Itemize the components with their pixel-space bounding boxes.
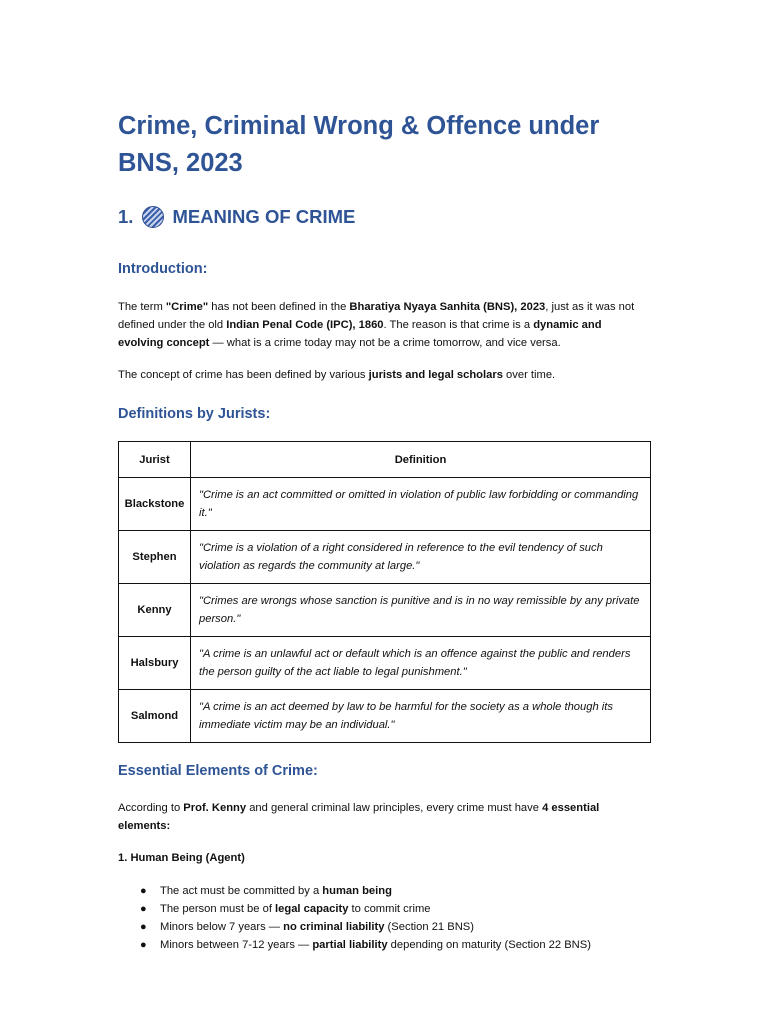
column-header-jurist: Jurist [119, 442, 191, 478]
section-heading-meaning-of-crime [118, 204, 650, 230]
subheading-human-being: 1. Human Being (Agent) [118, 852, 245, 864]
text: , just as it was not defined under the old [118, 301, 635, 331]
definition-cell: "A crime is an act deemed by law to be harmful for the society as a whole though its immediate victim may be an individual." [191, 690, 651, 743]
section-number: 1. [118, 206, 134, 227]
globe-icon [142, 206, 164, 228]
column-header-definition: Definition [191, 442, 651, 478]
text: Minors between 7-12 years — [160, 939, 313, 951]
definition-cell: "Crime is an act committed or omitted in violation of public law forbidding or commanding it." [191, 478, 651, 531]
bold-text: Indian Penal Code (IPC), 1860 [226, 319, 384, 331]
list-item [118, 918, 650, 936]
essential-elements-heading: Essential Elements of Crime: [118, 763, 318, 779]
list-item [118, 936, 650, 954]
text: Minors below 7 years — [160, 921, 284, 933]
bold-text: partial liability [312, 939, 388, 951]
definitions-heading: Definitions by Jurists: [118, 406, 271, 422]
table-row [119, 478, 651, 531]
bold-text: legal capacity [275, 903, 349, 915]
jurists-table [118, 441, 651, 743]
table-row [119, 637, 651, 690]
list-item [118, 900, 650, 918]
bold-text: dynamic and evolving concept [118, 319, 602, 349]
text: over time. [502, 369, 556, 381]
jurist-cell: Kenny [119, 584, 191, 637]
essential-elements-paragraph [118, 799, 650, 835]
jurist-cell: Salmond [119, 690, 191, 743]
text: . The reason is that crime is a [383, 319, 534, 331]
introduction-paragraph-2 [118, 366, 650, 384]
bold-text: no criminal liability [283, 921, 385, 933]
bold-text: 4 essential elements: [118, 802, 600, 832]
bold-text: "Crime" [165, 301, 209, 313]
jurist-cell: Halsbury [119, 637, 191, 690]
section-heading-text: MEANING OF CRIME [172, 206, 356, 227]
text: According to [118, 802, 184, 814]
bold-text: Bharatiya Nyaya Sanhita (BNS), 2023 [349, 301, 546, 313]
text: to commit crime [348, 903, 431, 915]
document-title: Crime, Criminal Wrong & Offence under BNS, 2023 [118, 112, 600, 177]
text: The concept of crime has been defined by various [118, 369, 369, 381]
text: The act must be committed by a [160, 885, 323, 897]
introduction-paragraph-1 [118, 298, 650, 352]
bold-text: jurists and legal scholars [368, 369, 503, 381]
human-being-bullet-list [118, 882, 650, 954]
definition-cell: "A crime is an unlawful act or default which is an offence against the public and renders the person guilty of the act liable to legal punishment." [191, 637, 651, 690]
table-row [119, 531, 651, 584]
bold-text: human being [322, 885, 392, 897]
text: — what is a crime today may not be a crime tomorrow, and vice versa. [209, 337, 561, 349]
bullet-icon: ● [140, 921, 147, 933]
table-row [119, 690, 651, 743]
table-row [119, 584, 651, 637]
text: The term [118, 301, 166, 313]
bullet-icon: ● [140, 939, 147, 951]
jurist-cell: Blackstone [119, 478, 191, 531]
text: The person must be of [160, 903, 276, 915]
definition-cell: "Crime is a violation of a right considered in reference to the evil tendency of such violation as regards the community at large." [191, 531, 651, 584]
jurist-cell: Stephen [119, 531, 191, 584]
text: depending on maturity (Section 22 BNS) [387, 939, 591, 951]
text: has not been defined in the [208, 301, 350, 313]
list-item [118, 882, 650, 900]
definition-cell: "Crimes are wrongs whose sanction is punitive and is in no way remissible by any private person." [191, 584, 651, 637]
text: (Section 21 BNS) [384, 921, 474, 933]
table-header-row [119, 442, 651, 478]
document-content [118, 108, 650, 954]
bullet-icon: ● [140, 885, 147, 897]
text: and general criminal law principles, every crime must have [246, 802, 543, 814]
bold-text: Prof. Kenny [183, 802, 247, 814]
introduction-heading: Introduction: [118, 261, 208, 277]
bullet-icon: ● [140, 903, 147, 915]
